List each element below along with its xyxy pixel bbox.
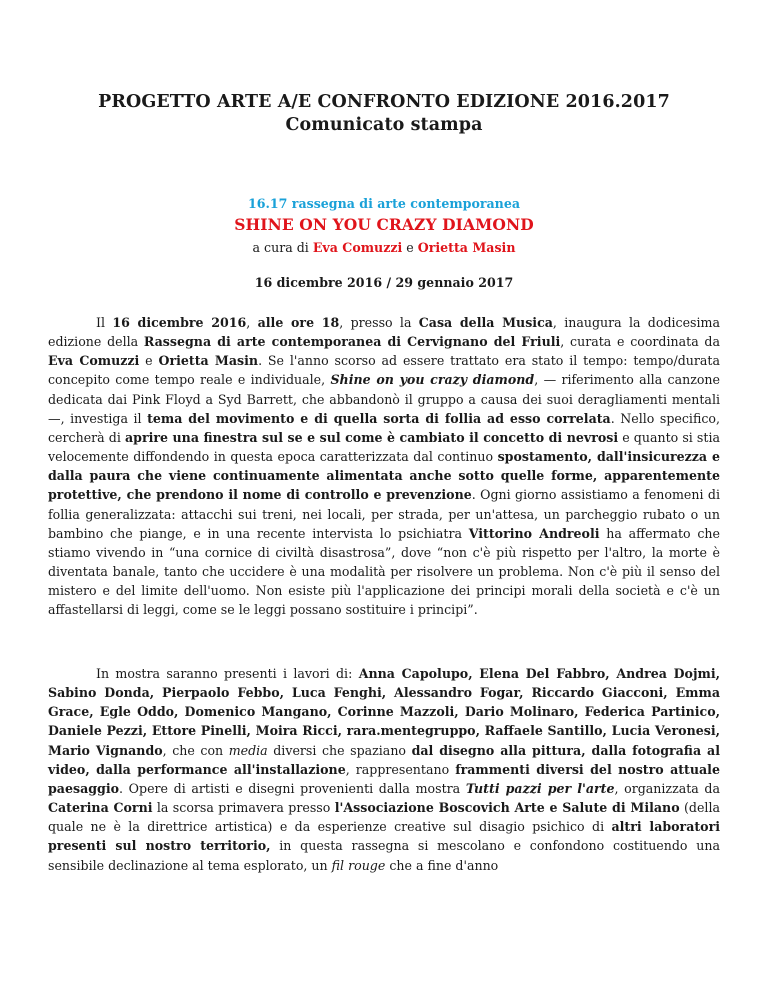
curators-line (0, 240, 768, 255)
p1-bold: Casa della Musica (418, 315, 553, 330)
p1-bold: spostamento, dall'insicurezza e dalla paura che viene continuamente alimentata anche sotto quelle forme, apparentemente protettive, che prendono il nome di controllo e prevenzione (48, 449, 720, 503)
p1-text: Il (96, 315, 113, 330)
p2-bold: altri laboratori presenti sul nostro territorio, (48, 819, 720, 854)
p2-bold: dal disegno alla pittura, dalla fotografia al video, dalla performance all'installazione (48, 742, 720, 777)
p2-bold-italic: Tutti pazzi per l'arte (465, 780, 615, 796)
p2-bold: Caterina Corni (48, 800, 153, 816)
show-title: SHINE ON YOU CRAZY DIAMOND (234, 215, 534, 234)
p1-text: , inaugura la dodicesima edizione della (48, 315, 720, 350)
p2-text: in questa rassegna si mescolano e confondono costituendo una sensibile declinazione al tema esplorato, un (48, 838, 720, 873)
p1-bold: Eva Comuzzi (48, 353, 140, 369)
p1-bold: Rassegna di arte contemporanea di Cervignano del Friuli (143, 334, 561, 350)
p2-italic: fil rouge (331, 857, 386, 873)
p1-text: . Ogni giorno assistiamo a fenomeni di follia generalizzata: attacchi sui treni, nei locali, per strada, per un'attesa, un parcheggio rubato o un bambino che piange, e in una recente intervista lo psichiatra (48, 487, 720, 541)
title-line-1: PROGETTO ARTE A/E CONFRONTO EDIZIONE 2016.2017 (98, 92, 670, 112)
p2-bold: l'Associazione Boscovich Arte e Salute di Milano (334, 800, 680, 816)
curator-1: Eva Comuzzi (312, 240, 403, 255)
rassegna-subtitle: 16.17 rassegna di arte contemporanea (247, 196, 520, 211)
p1-text: e (139, 353, 159, 369)
p1-text: , (246, 315, 258, 330)
p1-bold: alle ore 18 (257, 315, 340, 330)
p1-text: , — riferimento alla canzone dedicata dai Pink Floyd a Syd Barrett, che abbandonò il gruppo a causa dei suoi deragliamenti mentali —, investiga il (48, 372, 720, 426)
p1-text: e quanto si stia velocemente diffondendo in questa epoca caratterizzata dal continuo (48, 429, 720, 465)
p1-text: . Nello specifico, cercherà di (48, 410, 720, 445)
paragraph-1 (48, 313, 720, 620)
p1-bold: 16 dicembre 2016 (112, 315, 247, 330)
p2-italic: media (228, 742, 268, 758)
p2-bold: Anna Capolupo, Elena Del Fabbro, Andrea Dojmi, Sabino Donda, Pierpaolo Febbo, Luca Fenghi, Alessandro Fogar, Riccardo Giacconi, Emma Grace, Egle Oddo, Domenico Mangano, Corinne Mazzoli, Dario Molinaro, Federica Partinico, Daniele Pezzi, Ettore Pinelli, Moira Ricci, rara.mentegruppo, Raffaele Santillo, Lucia Veronesi, Mario Vignando (48, 666, 720, 758)
p2-text: (della quale ne è la direttrice artistica) e da esperienze creative sul disagio psichico di (48, 800, 720, 835)
p1-bold-italic: Shine on you crazy diamond (330, 372, 535, 388)
p1-bold: tema del movimento e di quella sorta di follia ad esso correlata (147, 410, 611, 426)
p2-text: . Opere di artisti e disegni provenienti dalla mostra (119, 780, 466, 796)
exhibition-dates: 16 dicembre 2016 / 29 gennaio 2017 (254, 275, 514, 290)
p1-bold: Orietta Masin (158, 353, 259, 369)
curated-prefix: a cura di (252, 240, 313, 255)
curator-2: Orietta Masin (417, 240, 516, 255)
title-line-2: Comunicato stampa (285, 115, 483, 135)
p2-text: In mostra saranno presenti i lavori di: (96, 666, 359, 681)
document-title (0, 91, 768, 137)
p2-text: diversi che spaziano (267, 742, 412, 758)
p2-text: , rappresentano (345, 761, 456, 777)
p1-text: ha affermato che stiamo vivendo in “una cornice di civiltà disastrosa”, dove “non c'è più rispetto per l'altro, la morte è diventata banale, tanto che uccidere è una modalità per risolvere un problema. Non c'è più il senso del mistero e del limite dell'uomo. Non esiste più l'applicazione dei principi morali della società e c'è un affastellarsi di leggi, come se le leggi possano sostituire i principi”. (48, 525, 720, 618)
p2-text: la scorsa primavera presso (152, 800, 335, 816)
curated-and: e (402, 240, 418, 255)
p1-bold: aprire una finestra sul se e sul come è cambiato il concetto di nevrosi (124, 429, 619, 445)
p1-text: . Se l'anno scorso ad essere trattato era stato il tempo: tempo/durata concepito come tempo reale e individuale, (48, 353, 720, 388)
p2-bold: frammenti diversi del nostro attuale paesaggio (48, 761, 720, 796)
p2-text: , che con (162, 742, 229, 758)
p2-text: che a fine d'anno (385, 857, 499, 873)
p2-text: , organizzata da (614, 780, 720, 796)
p1-text: , presso la (339, 315, 419, 330)
p1-text: , curata e coordinata da (560, 334, 720, 350)
p1-bold: Vittorino Andreoli (468, 525, 600, 541)
paragraph-2 (48, 664, 720, 875)
